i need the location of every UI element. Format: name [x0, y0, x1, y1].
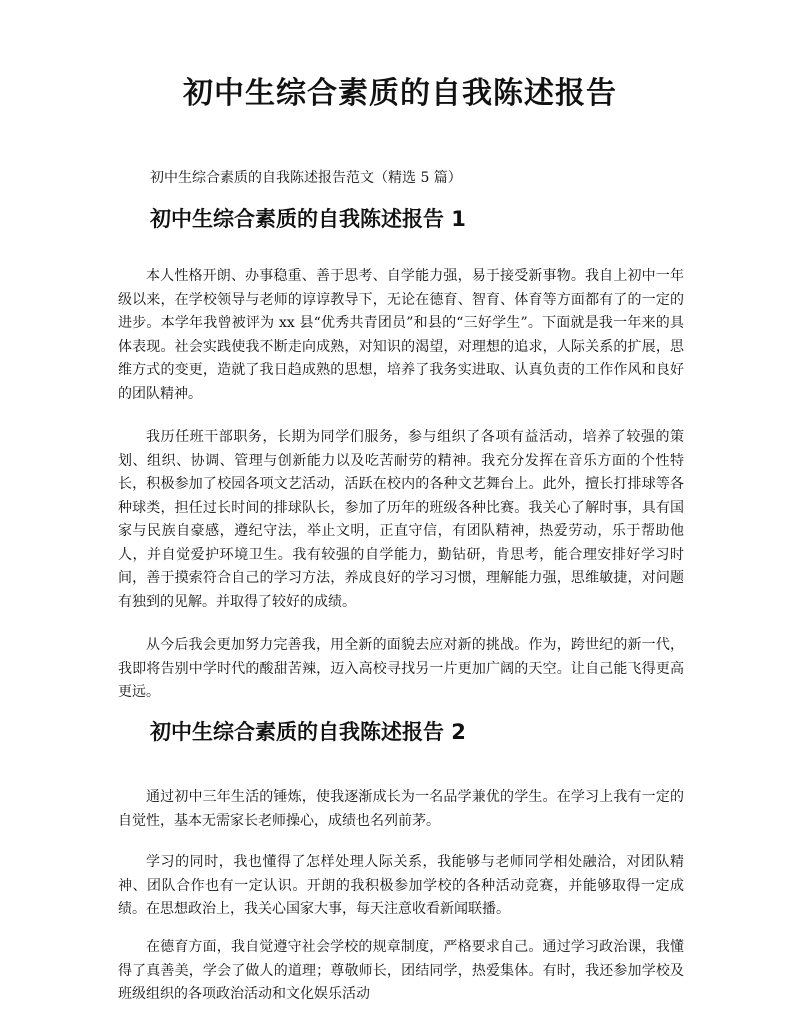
section-heading-2: 初中生综合素质的自我陈述报告 2	[150, 720, 466, 744]
section-heading-1: 初中生综合素质的自我陈述报告 1	[150, 207, 466, 231]
section-1-paragraph-2: 我历任班干部职务，长期为同学们服务，参与组织了各项有益活动，培养了较强的策划、组织、协调、管理与创新能力以及吃苦耐劳的精神。我充分发挥在音乐方面的个性特长，积极参加了校园各项文艺活动，活跃在校内的各种文艺舞台上。此外，擅长打排球等各种球类，担任过长时间的排球队长，参加了历年的班级各种比赛。我关心了解时事，具有国家与民族自豪感，遵纪守法，举止文明，正直守信，有团队精神，热爱劳动，乐于帮助他人，并自觉爱护环境卫生。我有较强的自学能力，勤钻研，肯思考，能合理安排好学习时间，善于摸索符合自己的学习方法，养成良好的学习习惯，理解能力强，思维敏捷，对问题有独到的见解。并取得了较好的成绩。	[118, 429, 684, 610]
section-2-paragraph-1: 通过初中三年生活的锤炼，使我逐渐成长为一名品学兼优的学生。在学习上我有一定的自觉性，基本无需家长老师操心，成绩也名列前茅。	[118, 789, 684, 829]
section-2-paragraph-2: 学习的同时，我也懂得了怎样处理人际关系，我能够与老师同学相处融洽，对团队精神、团队合作也有一定认识。开朗的我积极参加学校的各种活动竞赛，并能够取得一定成绩。在思想政治上，我关心国家大事，每天注意收看新闻联播。	[118, 854, 684, 917]
section-1-paragraph-1: 本人性格开朗、办事稳重、善于思考、自学能力强，易于接受新事物。我自上初中一年级以来，在学校领导与老师的谆谆教导下，无论在德育、智育、体育等方面都有了的一定的进步。本学年我曾被评为 xx 县“优秀共青团员”和县的“三好学生”。下面就是我一年来的具体表现。社会实践使我不断走向成熟，对知识的渴望，对理想的追求，人际关系的扩展，思维方式的变更，造就了我日趋成熟的思想，培养了我务实进取、认真负责的工作作风和良好的团队精神。	[118, 268, 684, 402]
section-2-paragraph-3: 在德育方面，我自觉遵守社会学校的规章制度，严格要求自己。通过学习政治课，我懂得了真善美，学会了做人的道理；尊敬师长，团结同学，热爱集体。有时，我还参加学校及班级组织的各项政治活动和文化娱乐活动	[118, 939, 684, 1002]
document-subtitle: 初中生综合素质的自我陈述报告范文（精选 5 篇）	[150, 170, 462, 186]
section-1-paragraph-3: 从今后我会更加努力完善我，用全新的面貌去应对新的挑战。作为，跨世纪的新一代，我即将告别中学时代的酸甜苦辣，迈入高校寻找另一片更加广阔的天空。让自己能飞得更高更远。	[118, 637, 684, 700]
document-title: 初中生综合素质的自我陈述报告	[183, 76, 617, 111]
